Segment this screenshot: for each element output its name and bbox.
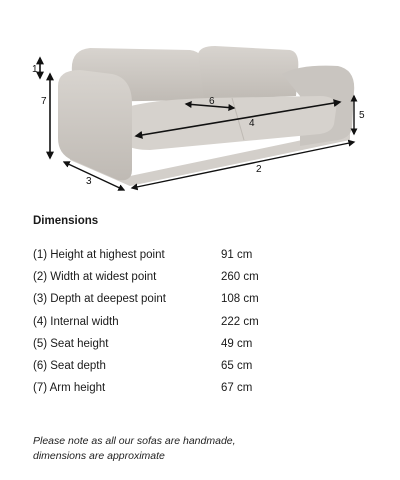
dimension-value: 222 cm [221,315,259,328]
handmade-note [33,434,236,463]
table-row [33,266,259,288]
dimensions-table [33,244,259,399]
table-row [33,311,259,333]
dimensions-heading: Dimensions [33,215,99,227]
table-row [33,333,259,355]
label-1: 1 [32,64,38,75]
label-2: 2 [256,164,262,175]
sofa-back-right [198,46,298,100]
table-row [33,355,259,377]
dimension-value: 65 cm [221,360,253,373]
dimension-label: (7) Arm height [33,382,106,395]
dimension-value: 67 cm [221,382,253,395]
label-4: 4 [249,118,255,129]
table-row [33,244,259,266]
table-row [33,377,259,399]
dimension-value: 260 cm [221,271,259,284]
sofa-dimension-diagram [0,0,400,200]
dimension-label: (1) Height at highest point [33,249,165,262]
table-row [33,288,259,310]
label-3: 3 [86,176,92,187]
dimension-label: (4) Internal width [33,315,119,328]
dimension-label: (5) Seat height [33,337,109,350]
dimension-value: 108 cm [221,293,259,306]
dimension-label: (2) Width at widest point [33,271,157,284]
sofa-illustration [0,0,400,200]
label-6: 6 [209,96,215,107]
note-line-2: dimensions are approximate [33,449,165,462]
arrow-width [132,142,354,188]
label-7: 7 [41,96,47,107]
label-5: 5 [359,110,365,121]
dimension-value: 91 cm [221,249,253,262]
dimension-label: (3) Depth at deepest point [33,293,166,306]
dimension-label: (6) Seat depth [33,360,106,373]
dimension-value: 49 cm [221,337,253,350]
note-line-1: Please note as all our sofas are handmade, [33,435,236,447]
